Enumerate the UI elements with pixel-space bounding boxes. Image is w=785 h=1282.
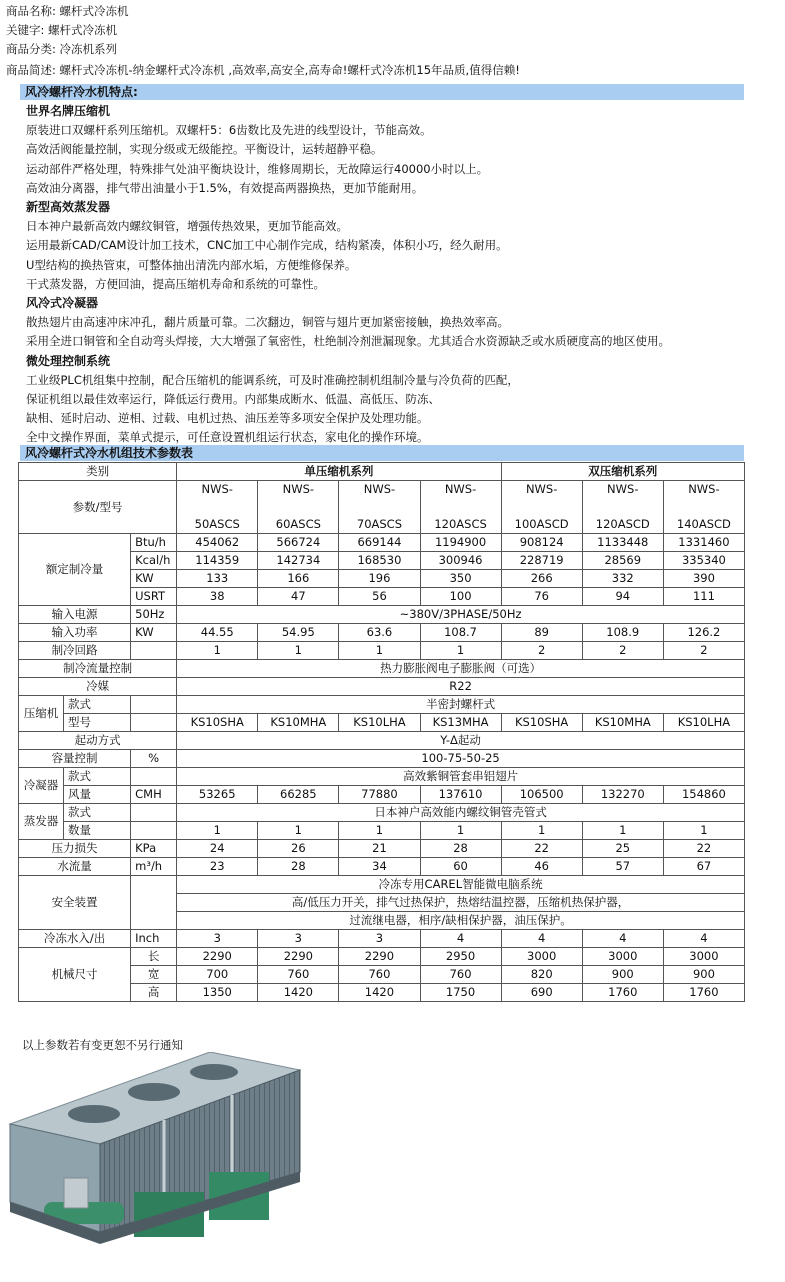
capacity-control-label: 容量控制 [19, 750, 131, 768]
value-cell: 63.6 [339, 624, 420, 642]
evaporator-label: 蒸发器 [19, 804, 64, 840]
value-cell: 114359 [177, 552, 258, 570]
compressor-style-label: 款式 [64, 696, 131, 714]
value-cell: KS10LHA [663, 714, 744, 732]
feature-line: 原装进口双螺杆系列压缩机。双螺杆5：6齿数比及先进的线型设计，节能高效。 [26, 123, 432, 138]
value-cell: 3 [258, 930, 339, 948]
feature-line: U型结构的换热管束，可整体抽出清洗内部水垢，方便维修保养。 [26, 257, 357, 272]
model-code: 120ASCS [434, 517, 487, 531]
feature-heading: 世界名牌压缩机 [26, 104, 111, 118]
control-box [64, 1178, 88, 1208]
feature-line: 全中文操作界面，菜单式提示，可任意设置机组运行状态，家电化的操作环境。 [26, 430, 429, 445]
feature-heading: 风冷式冷凝器 [26, 296, 99, 311]
value-cell: KS10MHA [582, 714, 663, 732]
product-keyword-row [6, 21, 117, 40]
value-cell: 2 [582, 642, 663, 660]
feature-line: 高效油分离器，排气带出油量小于1.5%，有效提高两器换热，更加节能耐用。 [26, 180, 424, 195]
feature-line: 缺相、延时启动、逆相、过载、电机过热、油压差等多项安全保护及处理功能。 [26, 411, 429, 426]
value-cell: 126.2 [663, 624, 744, 642]
value-cell: 1 [339, 822, 420, 840]
value-cell: 760 [258, 966, 339, 984]
water-io-row [19, 930, 745, 948]
value-cell: 2 [663, 642, 744, 660]
value-cell: 132270 [582, 786, 663, 804]
empty-unit-cell [131, 804, 177, 822]
summary-label: 商品简述: [6, 63, 56, 77]
circuits-row [19, 642, 745, 660]
value-cell: 89 [501, 624, 582, 642]
value-cell: 53265 [177, 786, 258, 804]
value-cell: 3000 [582, 948, 663, 966]
value-cell: 335340 [663, 552, 744, 570]
unit-cell: % [131, 750, 177, 768]
value-cell: 1760 [582, 984, 663, 1002]
model-code: 140ASCD [676, 517, 731, 531]
value-cell: KS10SHA [501, 714, 582, 732]
value-cell: KS10MHA [258, 714, 339, 732]
compressor-model-label: 型号 [64, 714, 131, 732]
double-series-header: 双压缩机系列 [501, 463, 744, 481]
condenser-air-label: 风量 [64, 786, 131, 804]
refrigerant-value: R22 [177, 678, 745, 696]
product-summary-row [6, 61, 520, 80]
value-cell: 4 [663, 930, 744, 948]
value-cell: 1 [258, 642, 339, 660]
power-supply-label: 输入电源 [19, 606, 131, 624]
features-list [26, 102, 766, 448]
safety-line: 高/低压力开关，排气过热保护，热熔结温控器，压缩机热保护器， [177, 894, 745, 912]
condenser-style-value: 高效紫铜管套串铝翅片 [177, 768, 745, 786]
value-cell: 1350 [177, 984, 258, 1002]
fan-icon [68, 1105, 120, 1123]
unit-cell: USRT [131, 588, 177, 606]
value-cell: 67 [663, 858, 744, 876]
feature-line: 运动部件严格处理，特殊排气处油平衡块设计，维修周期长，无故障运行40000小时以上。 [26, 161, 489, 176]
keyword: 螺杆式冷冻机 [48, 23, 118, 37]
features-title-bar: 风冷螺杆冷水机特点: [20, 84, 744, 100]
chiller-photo [4, 1052, 304, 1277]
model-cell [420, 481, 501, 534]
model-cell [177, 481, 258, 534]
condenser-label: 冷凝器 [19, 768, 64, 804]
value-cell: 108.9 [582, 624, 663, 642]
value-cell: 77880 [339, 786, 420, 804]
unit-cell: KPa [131, 840, 177, 858]
value-cell: 26 [258, 840, 339, 858]
value-cell: 3000 [663, 948, 744, 966]
value-cell: 66285 [258, 786, 339, 804]
value-cell: 1331460 [663, 534, 744, 552]
value-cell: KS13MHA [420, 714, 501, 732]
value-cell: 24 [177, 840, 258, 858]
cooling-row [19, 534, 745, 552]
value-cell: 1 [420, 822, 501, 840]
unit-cell: Btu/h [131, 534, 177, 552]
compressor-style-value: 半密封螺杆式 [177, 696, 745, 714]
evaporator-style-value: 日本神户高效能内螺纹铜管壳管式 [177, 804, 745, 822]
product-name-row [6, 2, 129, 21]
value-cell: 390 [663, 570, 744, 588]
value-cell: 300946 [420, 552, 501, 570]
value-cell: 154860 [663, 786, 744, 804]
value-cell: 196 [339, 570, 420, 588]
value-cell: 332 [582, 570, 663, 588]
feature-heading: 新型高效蒸发器 [26, 200, 111, 215]
capacity-control-value: 100-75-50-25 [177, 750, 745, 768]
model-prefix: NWS- [201, 482, 233, 496]
value-cell: 908124 [501, 534, 582, 552]
feature-heading: 微处理控制系统 [26, 353, 111, 368]
safety-line: 冷冻专用CAREL智能微电脑系统 [177, 876, 745, 894]
water-io-label: 冷冻水入/出 [19, 930, 131, 948]
product-name: 螺杆式冷冻机 [59, 4, 129, 18]
value-cell: 56 [339, 588, 420, 606]
value-cell: 3 [339, 930, 420, 948]
value-cell: 1 [501, 822, 582, 840]
value-cell: 111 [663, 588, 744, 606]
value-cell: 900 [663, 966, 744, 984]
feature-line: 干式蒸发器，方便回油，提高压缩机寿命和系统的可靠性。 [26, 276, 325, 291]
value-cell: 669144 [339, 534, 420, 552]
value-cell: 2290 [258, 948, 339, 966]
compressor-label: 压缩机 [19, 696, 64, 732]
circuits-label: 制冷回路 [19, 642, 131, 660]
input-power-row [19, 624, 745, 642]
flow-control-value: 热力膨胀阀电子膨胀阀（可选） [177, 660, 745, 678]
value-cell: 166 [258, 570, 339, 588]
compressor-model-row [19, 714, 745, 732]
model-code: 100ASCD [514, 517, 569, 531]
value-cell: 1420 [258, 984, 339, 1002]
value-cell: 28 [420, 840, 501, 858]
value-cell: 566724 [258, 534, 339, 552]
value-cell: 1 [339, 642, 420, 660]
safety-label: 安全装置 [19, 876, 131, 930]
summary: 螺杆式冷冻机-纳金螺杆式冷冻机 ,高效率,高安全,高寿命!螺杆式冷冻机15年品质,值得信赖! [59, 63, 520, 77]
unit-cell: Inch [131, 930, 177, 948]
value-cell: 108.7 [420, 624, 501, 642]
value-cell: 1760 [663, 984, 744, 1002]
safety-row [19, 876, 745, 894]
feature-line: 保证机组以最佳效率运行，降低运行费用。内部集成断水、低温、高低压、防冻、 [26, 392, 440, 407]
evaporator-qty-label: 数量 [64, 822, 131, 840]
model-prefix: NWS- [688, 482, 720, 496]
empty-unit-cell [131, 822, 177, 840]
value-cell: 4 [420, 930, 501, 948]
value-cell: 47 [258, 588, 339, 606]
model-prefix: NWS- [444, 482, 477, 496]
feature-line: 高效活阀能量控制，实现分级或无级能控。平衡设计，运转超静平稳。 [26, 142, 383, 157]
model-code: 50ASCS [194, 517, 240, 531]
value-cell: 1750 [420, 984, 501, 1002]
compressor-style-row [19, 696, 745, 714]
unit-cell: KW [131, 624, 177, 642]
value-cell: 690 [501, 984, 582, 1002]
unit-cell: 高 [131, 984, 177, 1002]
start-mode-row [19, 732, 745, 750]
fan-icon [128, 1083, 180, 1101]
value-cell: 1 [177, 642, 258, 660]
category: 冷冻机系列 [59, 42, 118, 56]
model-cell [663, 481, 744, 534]
value-cell: 700 [177, 966, 258, 984]
model-code: 60ASCS [275, 517, 321, 531]
value-cell: 1 [420, 642, 501, 660]
unit-cell: KW [131, 570, 177, 588]
start-mode-label: 起动方式 [19, 732, 177, 750]
value-cell: 94 [582, 588, 663, 606]
value-cell: 1 [258, 822, 339, 840]
spec-title-bar: 风冷螺杆式冷水机组技术参数表 [20, 445, 744, 461]
value-cell: 2950 [420, 948, 501, 966]
value-cell: 142734 [258, 552, 339, 570]
value-cell: 350 [420, 570, 501, 588]
value-cell: 1194900 [420, 534, 501, 552]
value-cell: 4 [582, 930, 663, 948]
feature-line: 采用全进口铜管和全自动弯头焊接，大大增强了氧密性，杜绝制冷剂泄漏现象。尤其适合水资源缺乏或水质硬度高的地区使用。 [26, 334, 670, 349]
pressure-loss-label: 压力损失 [19, 840, 131, 858]
value-cell: 133 [177, 570, 258, 588]
evaporator-style-label: 款式 [64, 804, 131, 822]
value-cell: 2 [501, 642, 582, 660]
dimensions-label: 机械尺寸 [19, 948, 131, 1002]
model-code: 120ASCD [595, 517, 650, 531]
refrigerant-label: 冷媒 [19, 678, 177, 696]
evaporator-style-row [19, 804, 745, 822]
value-cell: 57 [582, 858, 663, 876]
value-cell: 46 [501, 858, 582, 876]
value-cell: 100 [420, 588, 501, 606]
single-series-header: 单压缩机系列 [177, 463, 501, 481]
water-flow-label: 水流量 [19, 858, 131, 876]
evaporator-qty-row [19, 822, 745, 840]
value-cell: 1420 [339, 984, 420, 1002]
value-cell: 54.95 [258, 624, 339, 642]
value-cell: 23 [177, 858, 258, 876]
dimension-row [19, 948, 745, 966]
empty-unit-cell [131, 714, 177, 732]
unit-cell: Kcal/h [131, 552, 177, 570]
feature-line: 散热翅片由高速冲床冲孔，翻片质量可靠。二次翻边，铜管与翅片更加紧密接触，换热效率高。 [26, 315, 509, 330]
value-cell: 454062 [177, 534, 258, 552]
condenser-style-label: 款式 [64, 768, 131, 786]
water-flow-row [19, 858, 745, 876]
value-cell: 760 [420, 966, 501, 984]
unit-cell: 宽 [131, 966, 177, 984]
refrigerant-row [19, 678, 745, 696]
input-power-label: 输入功率 [19, 624, 131, 642]
unit-cell: 50Hz [131, 606, 177, 624]
power-supply-row [19, 606, 745, 624]
start-mode-value: Y-Δ起动 [177, 732, 745, 750]
value-cell: 1133448 [582, 534, 663, 552]
keyword-label: 关键字: [6, 23, 45, 37]
value-cell: 1 [582, 822, 663, 840]
value-cell: 22 [501, 840, 582, 858]
value-cell: 3 [177, 930, 258, 948]
unit-cell: m³/h [131, 858, 177, 876]
empty-unit-cell [131, 768, 177, 786]
model-row [19, 481, 745, 534]
header-row [19, 463, 745, 481]
model-prefix: NWS- [525, 482, 558, 496]
condenser-air-row [19, 786, 745, 804]
fan-icon [190, 1064, 238, 1080]
capacity-control-row [19, 750, 745, 768]
value-cell: 76 [501, 588, 582, 606]
empty-unit-cell [131, 876, 177, 930]
category-label: 商品分类: [6, 42, 56, 56]
empty-unit-cell [131, 696, 177, 714]
value-cell: 900 [582, 966, 663, 984]
model-code: 70ASCS [356, 517, 403, 531]
value-cell: 168530 [339, 552, 420, 570]
value-cell: 25 [582, 840, 663, 858]
value-cell: 2290 [339, 948, 420, 966]
feature-line: 工业级PLC机组集中控制，配合压缩机的能调系统，可及时准确控制机组制冷量与冷负荷的匹配， [26, 372, 519, 387]
pressure-loss-row [19, 840, 745, 858]
category-header: 类别 [19, 463, 177, 481]
value-cell: 1 [177, 822, 258, 840]
value-cell: 28569 [582, 552, 663, 570]
feature-line: 日本神户最新高效内螺纹铜管，增强传热效果，更加节能高效。 [26, 219, 348, 234]
value-cell: 4 [501, 930, 582, 948]
value-cell: 1 [663, 822, 744, 840]
unit-cell: 长 [131, 948, 177, 966]
value-cell: 44.55 [177, 624, 258, 642]
value-cell: 21 [339, 840, 420, 858]
spec-table [18, 462, 745, 1002]
safety-line: 过流继电器，相序/缺相保护器，油压保护。 [177, 912, 745, 930]
empty-unit-cell [131, 642, 177, 660]
condenser-style-row [19, 768, 745, 786]
value-cell: 137610 [420, 786, 501, 804]
value-cell: 22 [663, 840, 744, 858]
power-supply-value: ~380V/3PHASE/50Hz [177, 606, 745, 624]
spec-note: 以上参数若有变更恕不另行通知 [22, 1038, 183, 1052]
model-prefix: NWS- [607, 482, 639, 496]
model-prefix: NWS- [282, 482, 315, 496]
product-category-row [6, 40, 117, 59]
product-name-label: 商品名称: [6, 4, 56, 18]
value-cell: 3000 [501, 948, 582, 966]
value-cell: 60 [420, 858, 501, 876]
value-cell: 38 [177, 588, 258, 606]
model-cell [501, 481, 582, 534]
value-cell: KS10LHA [339, 714, 420, 732]
rated-cooling-label: 额定制冷量 [19, 534, 131, 606]
value-cell: 28 [258, 858, 339, 876]
value-cell: 2290 [177, 948, 258, 966]
unit-cell: CMH [131, 786, 177, 804]
value-cell: 760 [339, 966, 420, 984]
feature-line: 运用最新CAD/CAM设计加工技术，CNC加工中心制作完成，结构紧凑，体积小巧，经久耐用。 [26, 238, 508, 253]
value-cell: 820 [501, 966, 582, 984]
value-cell: 228719 [501, 552, 582, 570]
value-cell: KS10SHA [177, 714, 258, 732]
value-cell: 106500 [501, 786, 582, 804]
model-cell [582, 481, 663, 534]
param-model-label: 参数/型号 [19, 481, 177, 534]
flow-control-row [19, 660, 745, 678]
flow-control-label: 制冷流量控制 [19, 660, 177, 678]
value-cell: 34 [339, 858, 420, 876]
model-cell [258, 481, 339, 534]
model-prefix: NWS- [363, 482, 396, 496]
value-cell: 266 [501, 570, 582, 588]
model-cell [339, 481, 420, 534]
